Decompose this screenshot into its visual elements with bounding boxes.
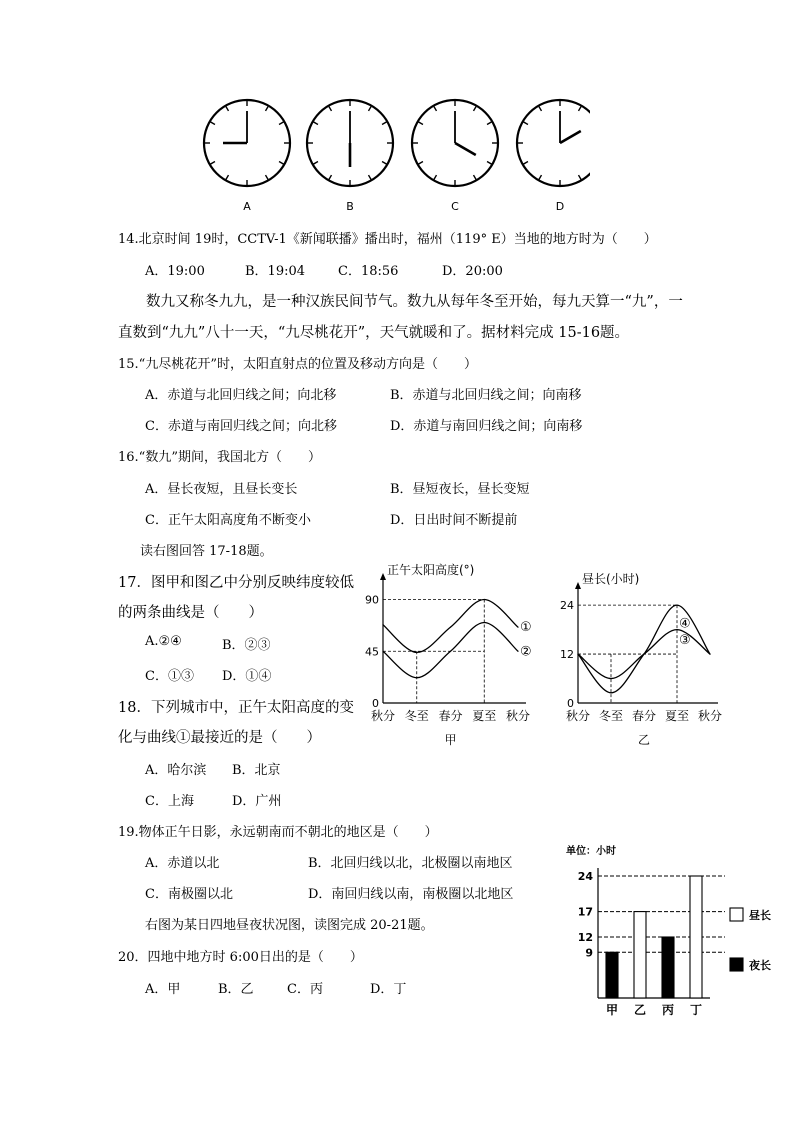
x-tick-label: 春分 (631, 709, 657, 723)
data-point (382, 624, 383, 625)
q18-option-d: D．广州 (232, 794, 282, 809)
q19-option-a: A．赤道以北 (145, 856, 220, 871)
clock-D (517, 100, 590, 213)
y-tick-label: 0 (567, 697, 574, 710)
x-tick-label: 秋分 (370, 709, 396, 723)
q16-option-b: B．昼短夜长，昼长变短 (390, 482, 530, 497)
x-tick-label: 秋分 (565, 709, 591, 723)
material-line-2: 直数到“九九”八十一天，“九尽桃花开”，天气就暖和了。据材料完成 15-16题。 (118, 325, 630, 341)
data-point (676, 629, 677, 630)
q14-option-d: D．20:00 (442, 264, 503, 279)
q17-option-d: D．①④ (222, 669, 272, 684)
data-point (610, 692, 611, 693)
q15-option-c: C．赤道与南回归线之间；向北移 (145, 419, 337, 434)
clock-label: D (555, 200, 565, 213)
x-tick-label: 丁 (689, 1003, 703, 1017)
q16-option-a: A．昼长夜短，且昼长变长 (145, 482, 298, 497)
q15-option-a: A．赤道与北回归线之间；向北移 (145, 388, 337, 403)
data-point (517, 651, 518, 652)
q17-stem-line-2: 的两条曲线是（ ） (118, 605, 263, 621)
q20-option-b: B．乙 (218, 982, 254, 997)
data-point (416, 652, 417, 653)
clock-A (204, 100, 290, 213)
material-line-1: 数九又称冬九九，是一种汉族民间节气。数九从每年冬至开始，每九天算一“九”，一 (146, 294, 683, 310)
y-tick-label: 24 (577, 870, 593, 883)
series-label: ④ (679, 616, 691, 632)
y-tick-label: 12 (560, 648, 574, 662)
y-tick-label: 90 (365, 593, 379, 607)
series-label: ① (520, 620, 532, 636)
series-label: ③ (679, 632, 691, 648)
clock-label: C (451, 200, 459, 213)
y-tick-label: 45 (365, 645, 379, 659)
q16-option-c: C．正午太阳高度角不断变小 (145, 513, 311, 528)
q17-option-c: C．①③ (145, 669, 194, 684)
clock-label: B (346, 200, 354, 213)
y-axis-arrow (380, 573, 386, 580)
q18-option-a: A．哈尔滨 (145, 763, 207, 778)
q20-option-c: C．丙 (287, 982, 323, 997)
q17-option-b: B．②③ (222, 638, 271, 653)
read-instruction-17-18: 读右图回答 17-18题。 (140, 544, 273, 559)
x-tick-label: 冬至 (598, 709, 624, 723)
q14-option-c: C．18:56 (338, 264, 399, 279)
data-point (416, 677, 417, 678)
q14-option-a: A．19:00 (145, 264, 205, 279)
q17-option-a: A.②④ (145, 634, 182, 649)
q18-stem-line-1: 18．下列城市中，正午太阳高度的变 (118, 700, 354, 716)
data-point (450, 651, 451, 652)
y-axis-label: 正午太阳高度(°) (387, 563, 475, 577)
legend-swatch (730, 908, 743, 921)
chart-day-night-bars (560, 838, 790, 1018)
series-curve-1 (383, 600, 518, 653)
data-point (450, 627, 451, 628)
x-tick-label: 夏至 (472, 709, 497, 723)
q15-option-d: D．赤道与南回归线之间；向南移 (390, 419, 583, 434)
data-point (643, 653, 644, 654)
y-tick-label: 17 (577, 905, 593, 919)
chart-caption: 甲 (444, 733, 457, 747)
q20-option-d: D．丁 (370, 982, 407, 997)
y-axis-arrow (575, 582, 581, 589)
q18-option-c: C．上海 (145, 794, 194, 809)
q20-option-a: A．甲 (145, 982, 181, 997)
chart-day-length (550, 560, 730, 750)
q18-option-b: B．北京 (232, 763, 281, 778)
series-curve-2 (383, 623, 518, 678)
x-tick-label: 甲 (605, 1003, 619, 1017)
q16-option-d: D．日出时间不断提前 (390, 513, 518, 528)
clock-C (412, 100, 498, 213)
data-point (676, 605, 677, 606)
data-point (517, 627, 518, 628)
q19-stem: 19.物体正午日影，永远朝南而不朝北的地区是（ ） (118, 825, 438, 840)
q16-stem: 16.“数九”期间，我国北方（ ） (118, 450, 321, 465)
unit-label: 单位：小时 (566, 846, 616, 857)
data-point (610, 678, 611, 679)
read-instruction-20-21: 右图为某日四地昼夜状况图，读图完成 20-21题。 (145, 918, 434, 933)
q14-option-b: B．19:04 (245, 264, 306, 279)
data-point (382, 651, 383, 652)
y-tick-label: 24 (560, 599, 574, 613)
q19-option-d: D．南回归线以南，南极圈以北地区 (308, 887, 514, 902)
y-tick-label: 9 (585, 946, 593, 960)
y-tick-label: 0 (372, 697, 379, 710)
data-point (577, 653, 578, 654)
chart-noon-sun-altitude (340, 560, 540, 750)
series-label: ② (520, 644, 532, 660)
q18-stem-line-2: 化与曲线①最接近的是（ ） (118, 730, 321, 746)
chart-caption: 乙 (637, 733, 651, 747)
clock-label: A (243, 200, 251, 213)
data-point (709, 653, 710, 654)
x-tick-label: 秋分 (505, 709, 531, 723)
x-tick-label: 丙 (661, 1003, 675, 1017)
x-tick-label: 夏至 (664, 709, 690, 723)
x-tick-label: 春分 (438, 709, 463, 723)
bar-丁 (690, 876, 702, 998)
bar-丙 (662, 937, 674, 998)
q15-option-b: B．赤道与北回归线之间；向南移 (390, 388, 582, 403)
y-axis-label: 昼长(小时) (582, 572, 640, 586)
data-point (484, 622, 485, 623)
q14-stem: 14.北京时间 19时，CCTV-1《新闻联播》播出时，福州（119° E）当地的地方时为（ ） (118, 232, 657, 247)
legend-label: 昼长 (749, 909, 771, 922)
bar-乙 (634, 912, 646, 998)
x-tick-label: 冬至 (404, 709, 429, 723)
x-tick-label: 乙 (633, 1003, 647, 1017)
data-point (484, 599, 485, 600)
q20-stem: 20．四地中地方时 6:00日出的是（ ） (118, 950, 363, 965)
clock-figure (190, 90, 590, 220)
y-tick-label: 12 (577, 931, 593, 944)
x-tick-label: 秋分 (697, 709, 723, 723)
legend-label: 夜长 (749, 959, 771, 972)
clock-face (517, 100, 590, 186)
q15-stem: 15.“九尽桃花开”时，太阳直射点的位置及移动方向是（ ） (118, 357, 477, 372)
q19-option-b: B．北回归线以北，北极圈以南地区 (308, 856, 513, 871)
q19-option-c: C．南极圈以北 (145, 887, 233, 902)
legend-swatch (730, 958, 743, 971)
clock-B (307, 100, 393, 213)
q17-stem-line-1: 17．图甲和图乙中分别反映纬度较低 (118, 575, 354, 591)
bar-甲 (606, 952, 618, 998)
